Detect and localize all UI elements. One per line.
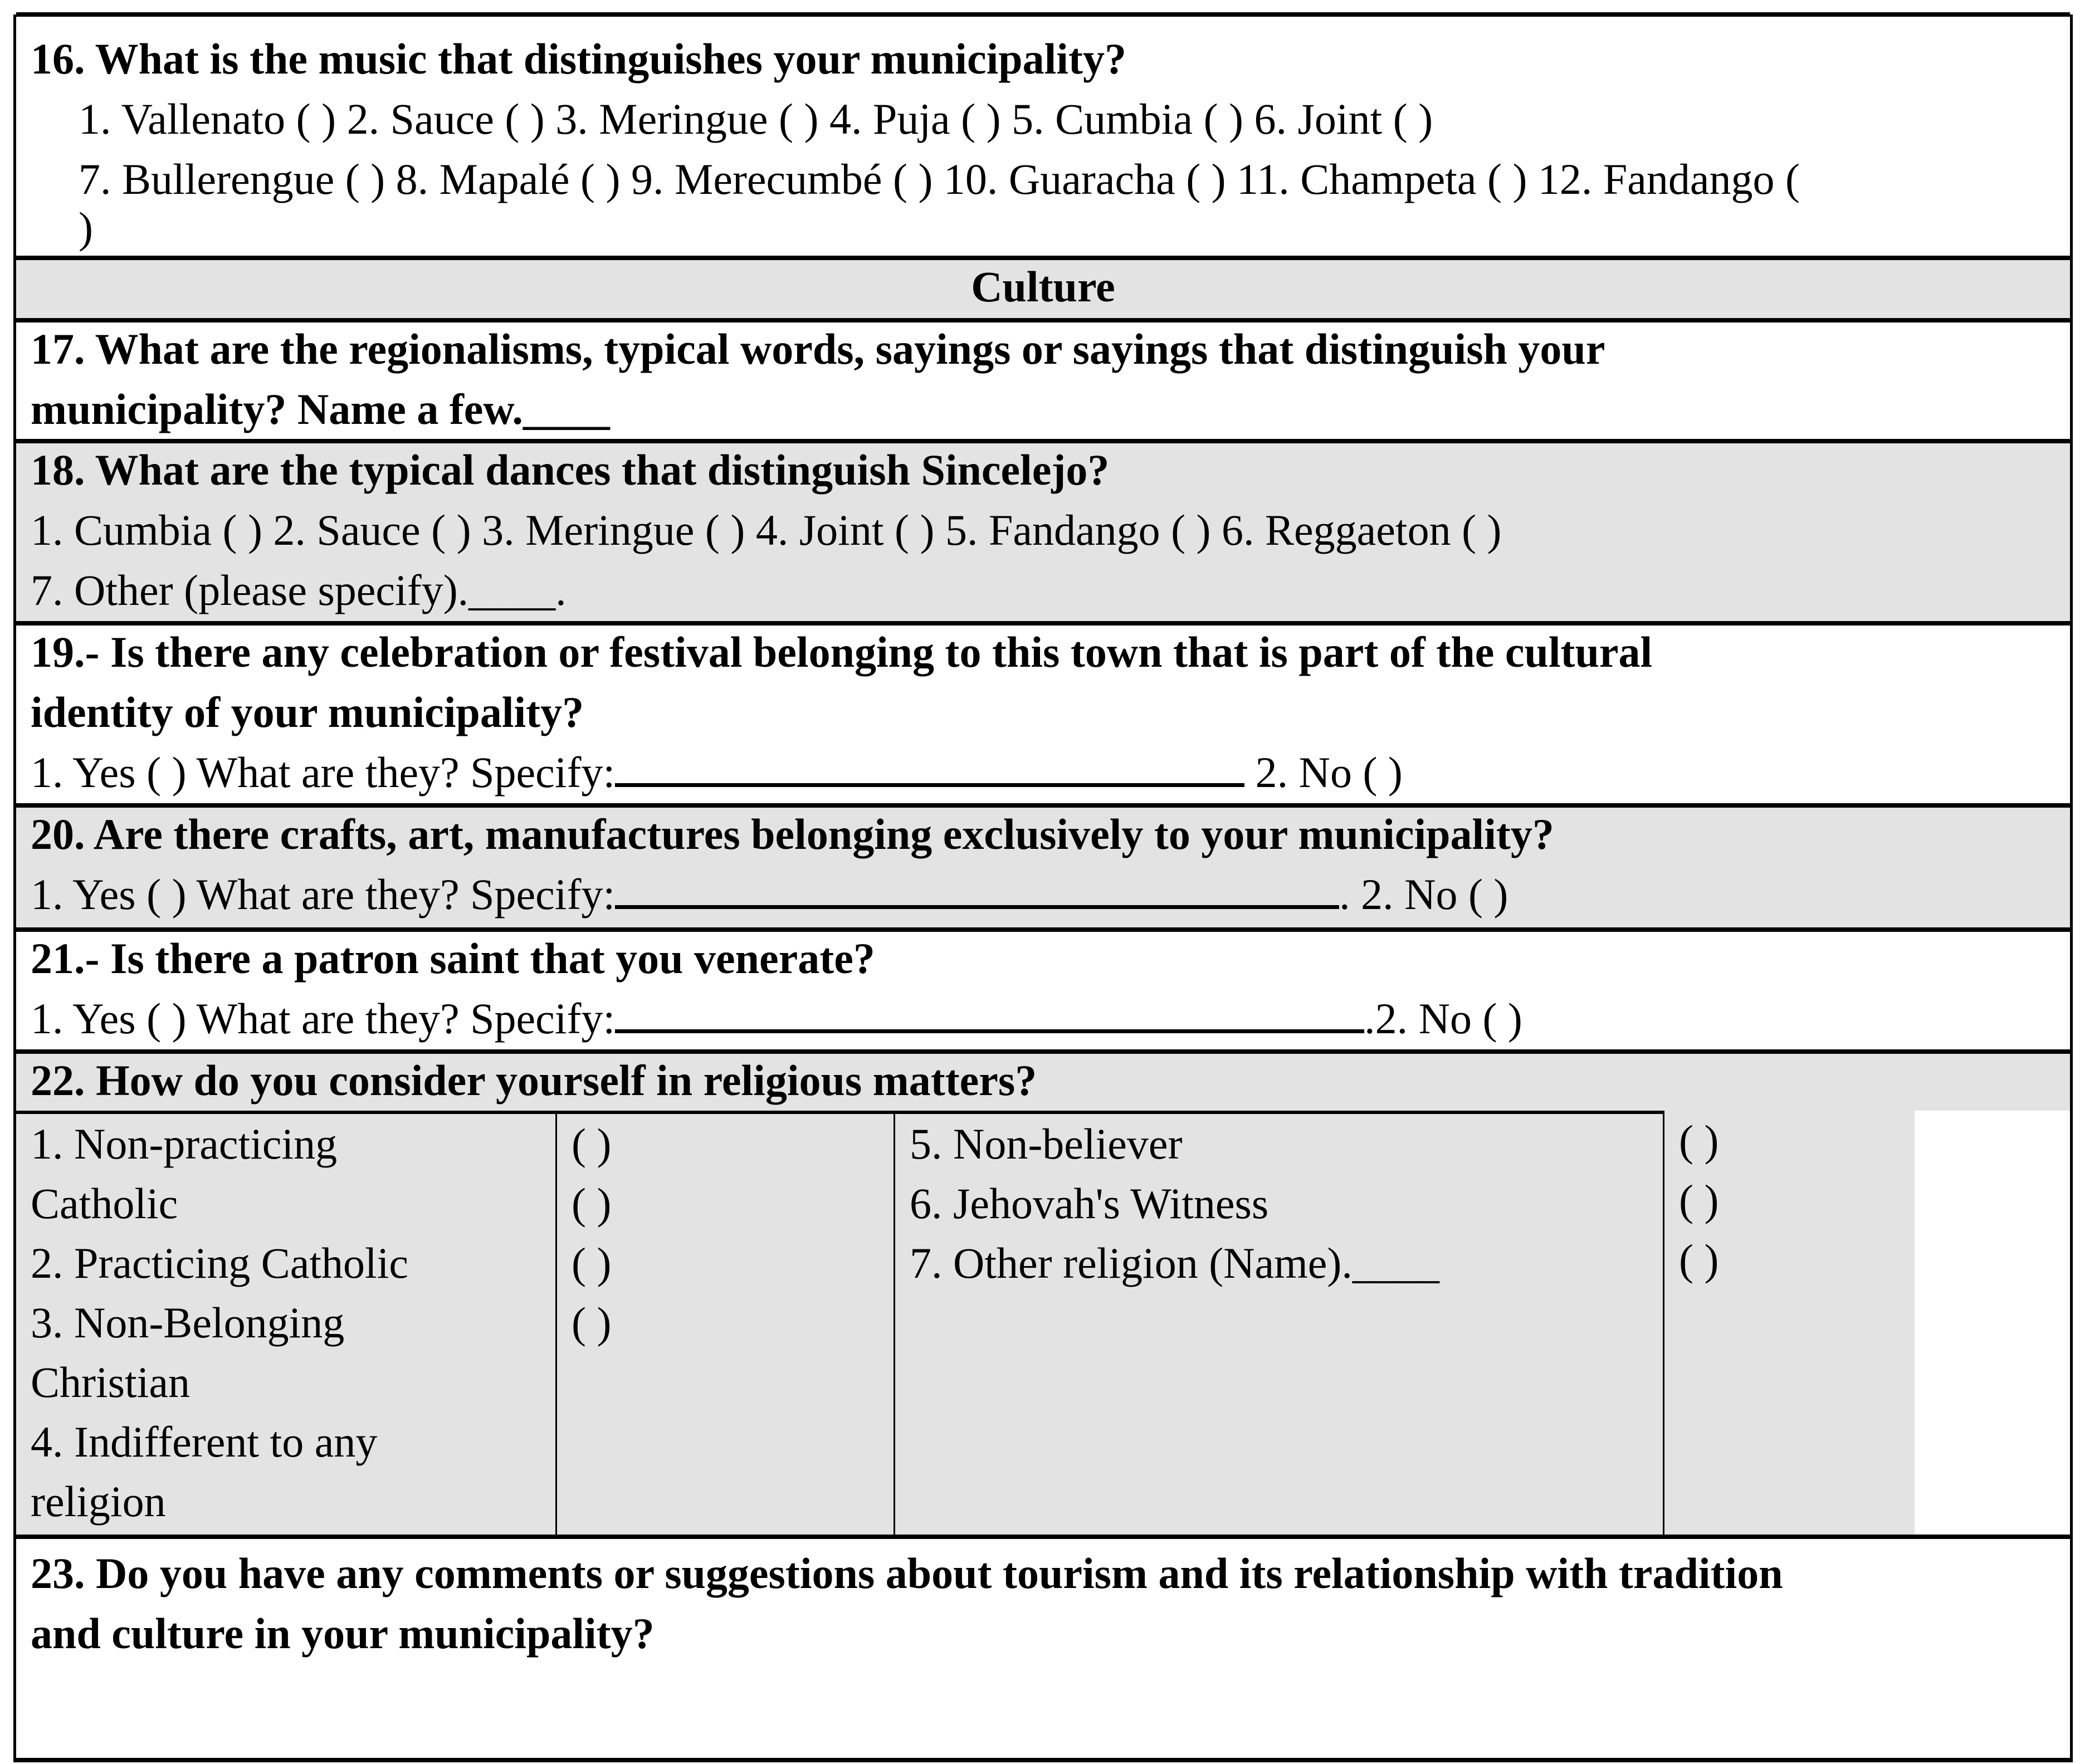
question-16-options-line3: ) (79, 203, 93, 252)
question-22-text: 22. How do you consider yourself in religious matters? (31, 1056, 1037, 1105)
q22-option: Christian (31, 1358, 190, 1406)
question-17-line2: municipality? Name a few.____ (31, 385, 610, 433)
question-23-row (16, 1535, 2070, 1762)
question-19-line2: identity of your municipality? (31, 688, 584, 736)
question-19-row (16, 621, 2070, 803)
question-16-text: 16. What is the music that distinguishes your municipality? (31, 35, 1126, 83)
question-21-row (16, 927, 2070, 1049)
q22-option: 3. Non-Belonging (31, 1298, 345, 1347)
question-18-options-line2: 7. Other (please specify).____. (31, 566, 567, 614)
q22-right-marks-cell (1664, 1111, 1915, 1535)
questionnaire-table (13, 14, 2073, 1762)
section-title: Culture (971, 262, 1115, 311)
question-20-answer (31, 864, 1508, 925)
question-19-specify-field[interactable] (615, 749, 1244, 787)
question-20-answer-prefix: 1. Yes ( ) What are they? Specify: (31, 870, 616, 918)
q22-checkbox[interactable]: ( ) (1679, 1116, 1719, 1165)
question-21-text: 21.- Is there a patron saint that you venerate? (31, 934, 875, 983)
question-21-answer (31, 989, 1522, 1049)
question-20-specify-field[interactable] (615, 871, 1339, 909)
question-19-line1: 19.- Is there any celebration or festival belonging to this town that is part of the cultural (31, 628, 1653, 676)
question-19-answer-prefix: 1. Yes ( ) What are they? Specify: (31, 748, 616, 797)
q22-checkbox[interactable]: ( ) (1679, 1176, 1719, 1224)
q22-option: 2. Practicing Catholic (31, 1239, 409, 1287)
question-18-text: 18. What are the typical dances that distinguish Sincelejo? (31, 446, 1110, 494)
q22-option: 6. Jehovah's Witness (910, 1179, 1269, 1228)
q22-option: Catholic (31, 1179, 178, 1228)
question-16-options-line1: 1. Vallenato ( ) 2. Sauce ( ) 3. Meringue ( ) 4. Puja ( ) 5. Cumbia ( ) 6. Joint ( ) (79, 95, 1433, 143)
q22-option: 4. Indifferent to any (31, 1418, 378, 1466)
question-22-header-row (16, 1049, 2070, 1111)
question-17-row (16, 318, 2070, 439)
q22-checkbox[interactable]: ( ) (572, 1239, 612, 1287)
question-17-line1: 17. What are the regionalisms, typical words, sayings or sayings that distinguish your (31, 325, 1605, 373)
question-20-answer-suffix: . 2. No ( ) (1339, 870, 1508, 918)
q22-checkbox[interactable]: ( ) (1679, 1235, 1719, 1284)
q22-left-marks-cell (557, 1111, 895, 1535)
question-23-line2: and culture in your municipality? (31, 1609, 655, 1658)
question-20-text: 20. Are there crafts, art, manufactures belonging exclusively to your municipality? (31, 810, 1554, 858)
q22-checkbox[interactable]: ( ) (572, 1120, 612, 1168)
question-21-answer-suffix: .2. No ( ) (1364, 994, 1522, 1043)
question-20-row (16, 803, 2070, 927)
q22-option: 5. Non-believer (910, 1120, 1183, 1168)
question-21-specify-field[interactable] (615, 995, 1364, 1033)
question-21-answer-prefix: 1. Yes ( ) What are they? Specify: (31, 994, 616, 1043)
question-16-row (16, 12, 2070, 256)
q22-option: 7. Other religion (Name).____ (910, 1239, 1439, 1287)
q22-left-options-cell (16, 1111, 557, 1535)
question-18-options-line1: 1. Cumbia ( ) 2. Sauce ( ) 3. Meringue ( ) 4. Joint ( ) 5. Fandango ( ) 6. Reggaeton ( ) (31, 506, 1502, 554)
section-header-culture (16, 256, 2070, 318)
question-19-answer (31, 742, 1403, 803)
q22-option: religion (31, 1477, 166, 1526)
question-23-line1: 23. Do you have any comments or suggestions about tourism and its relationship with tradition (31, 1549, 1783, 1597)
question-18-row (16, 439, 2070, 621)
q22-option: 1. Non-practicing (31, 1120, 338, 1168)
question-19-answer-suffix: 2. No ( ) (1244, 748, 1403, 797)
question-23-answer-area[interactable] (31, 1667, 2056, 1752)
q22-checkbox[interactable]: ( ) (572, 1179, 612, 1228)
question-22-options-grid (16, 1111, 2070, 1535)
q22-checkbox[interactable]: ( ) (572, 1298, 612, 1347)
question-16-options-line2: 7. Bullerengue ( ) 8. Mapalé ( ) 9. Merecumbé ( ) 10. Guaracha ( ) 11. Champeta ( ) 12. Fandango ( (79, 155, 1800, 203)
q22-right-options-cell (895, 1111, 1664, 1535)
